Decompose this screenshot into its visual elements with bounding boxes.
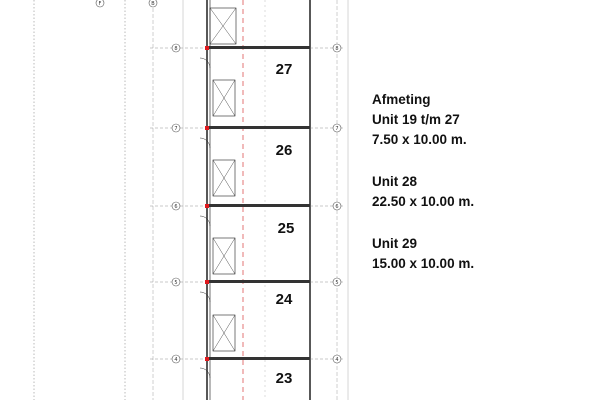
legend-unit-name: Unit 28 [372,174,418,189]
grid-label-5-right: 5 [335,280,339,286]
legend-unit-name: Unit 29 [372,236,418,251]
fire-marker [205,280,209,284]
unit-wall [207,204,310,207]
grid-bubble-f [96,0,104,7]
legend-unit-size: 15.00 x 10.00 m. [372,256,475,271]
unit-number: 25 [277,220,295,237]
grid-label-4-left: 4 [174,357,178,363]
grid-bubble-b [149,0,157,7]
unit-24 [200,280,310,351]
room-note-placeholder: · [261,91,263,94]
unit-wall [207,46,310,49]
door-swing [200,138,210,148]
unit-23 [200,357,310,387]
fire-marker [205,46,209,50]
grid-label-7-left: 7 [174,126,178,132]
grid-label-f: F [98,1,102,7]
grid-label-6-right: 6 [335,204,339,210]
unit-number: 26 [275,142,293,159]
unit-number: 27 [275,61,293,78]
unit-wall [207,280,310,283]
unit-wall [207,357,310,360]
grid-label-8-left: 8 [174,46,178,52]
unit-wall [207,126,310,129]
legend-spacer [372,212,592,234]
unit-27 [200,46,310,116]
grid-label-8-right: 8 [335,46,339,52]
legend-spacer [372,150,592,172]
grid-label-7-right: 7 [335,126,339,132]
grid-label-4-right: 4 [335,357,339,363]
fire-marker [205,204,209,208]
door-swing [200,292,210,302]
grid-label-6-left: 6 [174,204,178,210]
unit-number: 23 [275,370,293,387]
unit-25 [200,204,310,274]
legend-unit-name: Unit 19 t/m 27 [372,112,460,127]
dimensions-legend [372,90,592,274]
unit-number: 24 [275,291,293,308]
door-swing [200,216,210,226]
grid-label-5-left: 5 [174,280,178,286]
unit-26 [200,126,310,196]
fire-marker [205,357,209,361]
grid-label-b: B [151,1,155,7]
door-swing [200,58,210,68]
legend-unit-size: 7.50 x 10.00 m. [372,132,467,147]
legend-title: Afmeting [372,92,431,107]
door-swing [200,368,210,378]
fire-marker [205,126,209,130]
legend-unit-size: 22.50 x 10.00 m. [372,194,475,209]
